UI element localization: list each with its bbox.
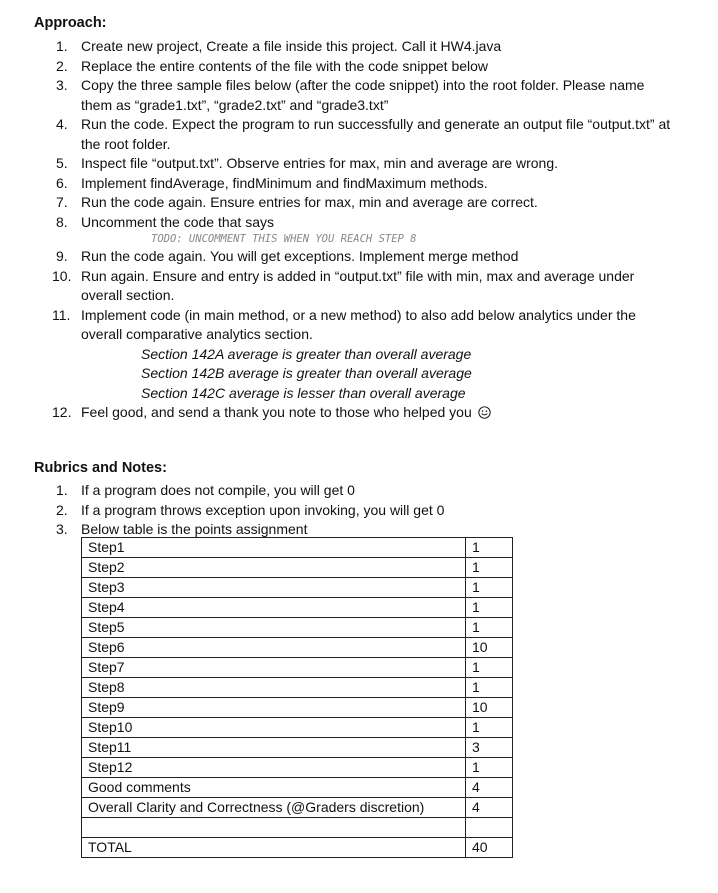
step-number: 11. bbox=[52, 306, 71, 323]
table-row bbox=[82, 658, 513, 678]
table-row bbox=[82, 598, 513, 618]
table-row bbox=[82, 538, 513, 558]
smiley-icon bbox=[478, 406, 491, 419]
table-row bbox=[82, 738, 513, 758]
step-text: Inspect file “output.txt”. Observe entries for max, min and average are wrong. bbox=[81, 155, 558, 171]
analytics-line: Section 142B average is greater than overall average bbox=[141, 365, 472, 381]
points-cell: 1 bbox=[466, 758, 513, 778]
points-cell: 10 bbox=[466, 638, 513, 658]
points-cell: 1 bbox=[466, 538, 513, 558]
step-item bbox=[34, 213, 674, 248]
step-number: 4. bbox=[56, 116, 68, 132]
step-label-cell: Step1 bbox=[82, 538, 466, 558]
note-number: 1. bbox=[56, 482, 68, 498]
step-label-cell: Step9 bbox=[82, 698, 466, 718]
points-cell: 1 bbox=[466, 658, 513, 678]
total-row bbox=[82, 838, 513, 858]
step-number: 7. bbox=[56, 194, 68, 210]
points-cell: 4 bbox=[466, 778, 513, 798]
step-label-cell: Step12 bbox=[82, 758, 466, 778]
step-label-cell: Step4 bbox=[82, 598, 466, 618]
code-comment: TODO: UNCOMMENT THIS WHEN YOU REACH STEP 8 bbox=[151, 233, 417, 245]
table-row bbox=[82, 758, 513, 778]
note-text: If a program throws exception upon invoking, you will get 0 bbox=[81, 501, 445, 518]
step-text: Copy the three sample files below (after the code snippet) into the root folder. Please name them as “grade1.txt”, “grade2.txt” and “grade3.txt” bbox=[81, 77, 645, 113]
points-cell: 1 bbox=[466, 558, 513, 578]
table-row bbox=[82, 578, 513, 598]
step-label-cell: Step7 bbox=[82, 658, 466, 678]
step-item bbox=[34, 247, 674, 267]
table-row bbox=[82, 798, 513, 818]
step-number: 3. bbox=[56, 77, 68, 93]
note-number: 3. bbox=[56, 521, 68, 537]
step-item bbox=[34, 57, 674, 77]
points-cell: 1 bbox=[466, 678, 513, 698]
note-number: 2. bbox=[56, 501, 68, 518]
analytics-line: Section 142C average is lesser than overall average bbox=[141, 384, 466, 401]
rubrics-notes-list bbox=[34, 481, 674, 540]
points-cell: 1 bbox=[466, 578, 513, 598]
step-text: Replace the entire contents of the file with the code snippet below bbox=[81, 57, 489, 74]
step-text: Run the code again. You will get exceptions. Implement merge method bbox=[81, 248, 519, 264]
step-label-cell: Step5 bbox=[82, 618, 466, 638]
step-label-cell: Step11 bbox=[82, 738, 466, 758]
table-row bbox=[82, 618, 513, 638]
step-text: Implement findAverage, findMinimum and findMaximum methods. bbox=[81, 174, 488, 191]
step-label-cell: Step3 bbox=[82, 578, 466, 598]
step-text: Create new project, Create a file inside this project. Call it HW4.java bbox=[81, 38, 502, 54]
step-text: Run the code again. Ensure entries for max, min and average are correct. bbox=[81, 194, 538, 210]
comments-label-cell: Good comments bbox=[82, 778, 466, 798]
step-number: 9. bbox=[56, 248, 68, 264]
table-row bbox=[82, 778, 513, 798]
clarity-label-cell: Overall Clarity and Correctness (@Graders discretion) bbox=[82, 798, 466, 818]
points-cell: 4 bbox=[466, 798, 513, 818]
note-item bbox=[34, 481, 674, 501]
table-row bbox=[82, 698, 513, 718]
empty-cell bbox=[82, 818, 466, 838]
total-label-cell: TOTAL bbox=[82, 838, 466, 858]
points-table bbox=[81, 537, 513, 858]
step-label-cell: Step2 bbox=[82, 558, 466, 578]
table-row bbox=[82, 718, 513, 738]
step-text: Run the code. Expect the program to run successfully and generate an output file “output.txt” at the root folder. bbox=[81, 116, 671, 152]
step-item bbox=[34, 174, 674, 194]
step-text: Uncomment the code that says bbox=[81, 213, 274, 230]
note-text: Below table is the points assignment bbox=[81, 521, 308, 537]
step-label-cell: Step10 bbox=[82, 718, 466, 738]
rubrics-heading: Rubrics and Notes: bbox=[34, 460, 167, 476]
total-points-cell: 40 bbox=[466, 838, 513, 858]
step-number: 2. bbox=[56, 57, 68, 74]
step-number: 1. bbox=[56, 38, 68, 54]
step-number: 5. bbox=[56, 155, 68, 171]
step-text: Implement code (in main method, or a new method) to also add below analytics under the overall comparative analytics section. bbox=[81, 306, 636, 342]
empty-cell bbox=[466, 818, 513, 838]
points-cell: 10 bbox=[466, 698, 513, 718]
step-item bbox=[34, 115, 674, 154]
step-item bbox=[34, 154, 674, 174]
step-number: 12. bbox=[52, 404, 72, 420]
step-number: 6. bbox=[56, 174, 68, 191]
step-item bbox=[34, 76, 674, 115]
analytics-line: Section 142A average is greater than overall average bbox=[141, 345, 472, 362]
step-item bbox=[34, 267, 674, 306]
table-row bbox=[82, 558, 513, 578]
step-text: Run again. Ensure and entry is added in “output.txt” file with min, max and average under overall section. bbox=[81, 267, 635, 303]
step-label-cell: Step6 bbox=[82, 638, 466, 658]
approach-steps-list bbox=[34, 37, 674, 423]
note-text: If a program does not compile, you will get 0 bbox=[81, 482, 355, 498]
points-cell: 3 bbox=[466, 738, 513, 758]
step-item bbox=[34, 306, 674, 404]
step-item bbox=[34, 403, 674, 423]
points-cell: 1 bbox=[466, 718, 513, 738]
step-number: 10. bbox=[52, 267, 72, 284]
step-number: 8. bbox=[56, 213, 68, 230]
step-item bbox=[34, 37, 674, 57]
empty-row bbox=[82, 818, 513, 838]
table-row bbox=[82, 678, 513, 698]
step-text: Feel good, and send a thank you note to those who helped you bbox=[81, 404, 472, 420]
note-item bbox=[34, 501, 674, 521]
points-cell: 1 bbox=[466, 598, 513, 618]
step-label-cell: Step8 bbox=[82, 678, 466, 698]
step-item bbox=[34, 193, 674, 213]
table-row bbox=[82, 638, 513, 658]
points-cell: 1 bbox=[466, 618, 513, 638]
approach-heading: Approach: bbox=[34, 15, 107, 31]
